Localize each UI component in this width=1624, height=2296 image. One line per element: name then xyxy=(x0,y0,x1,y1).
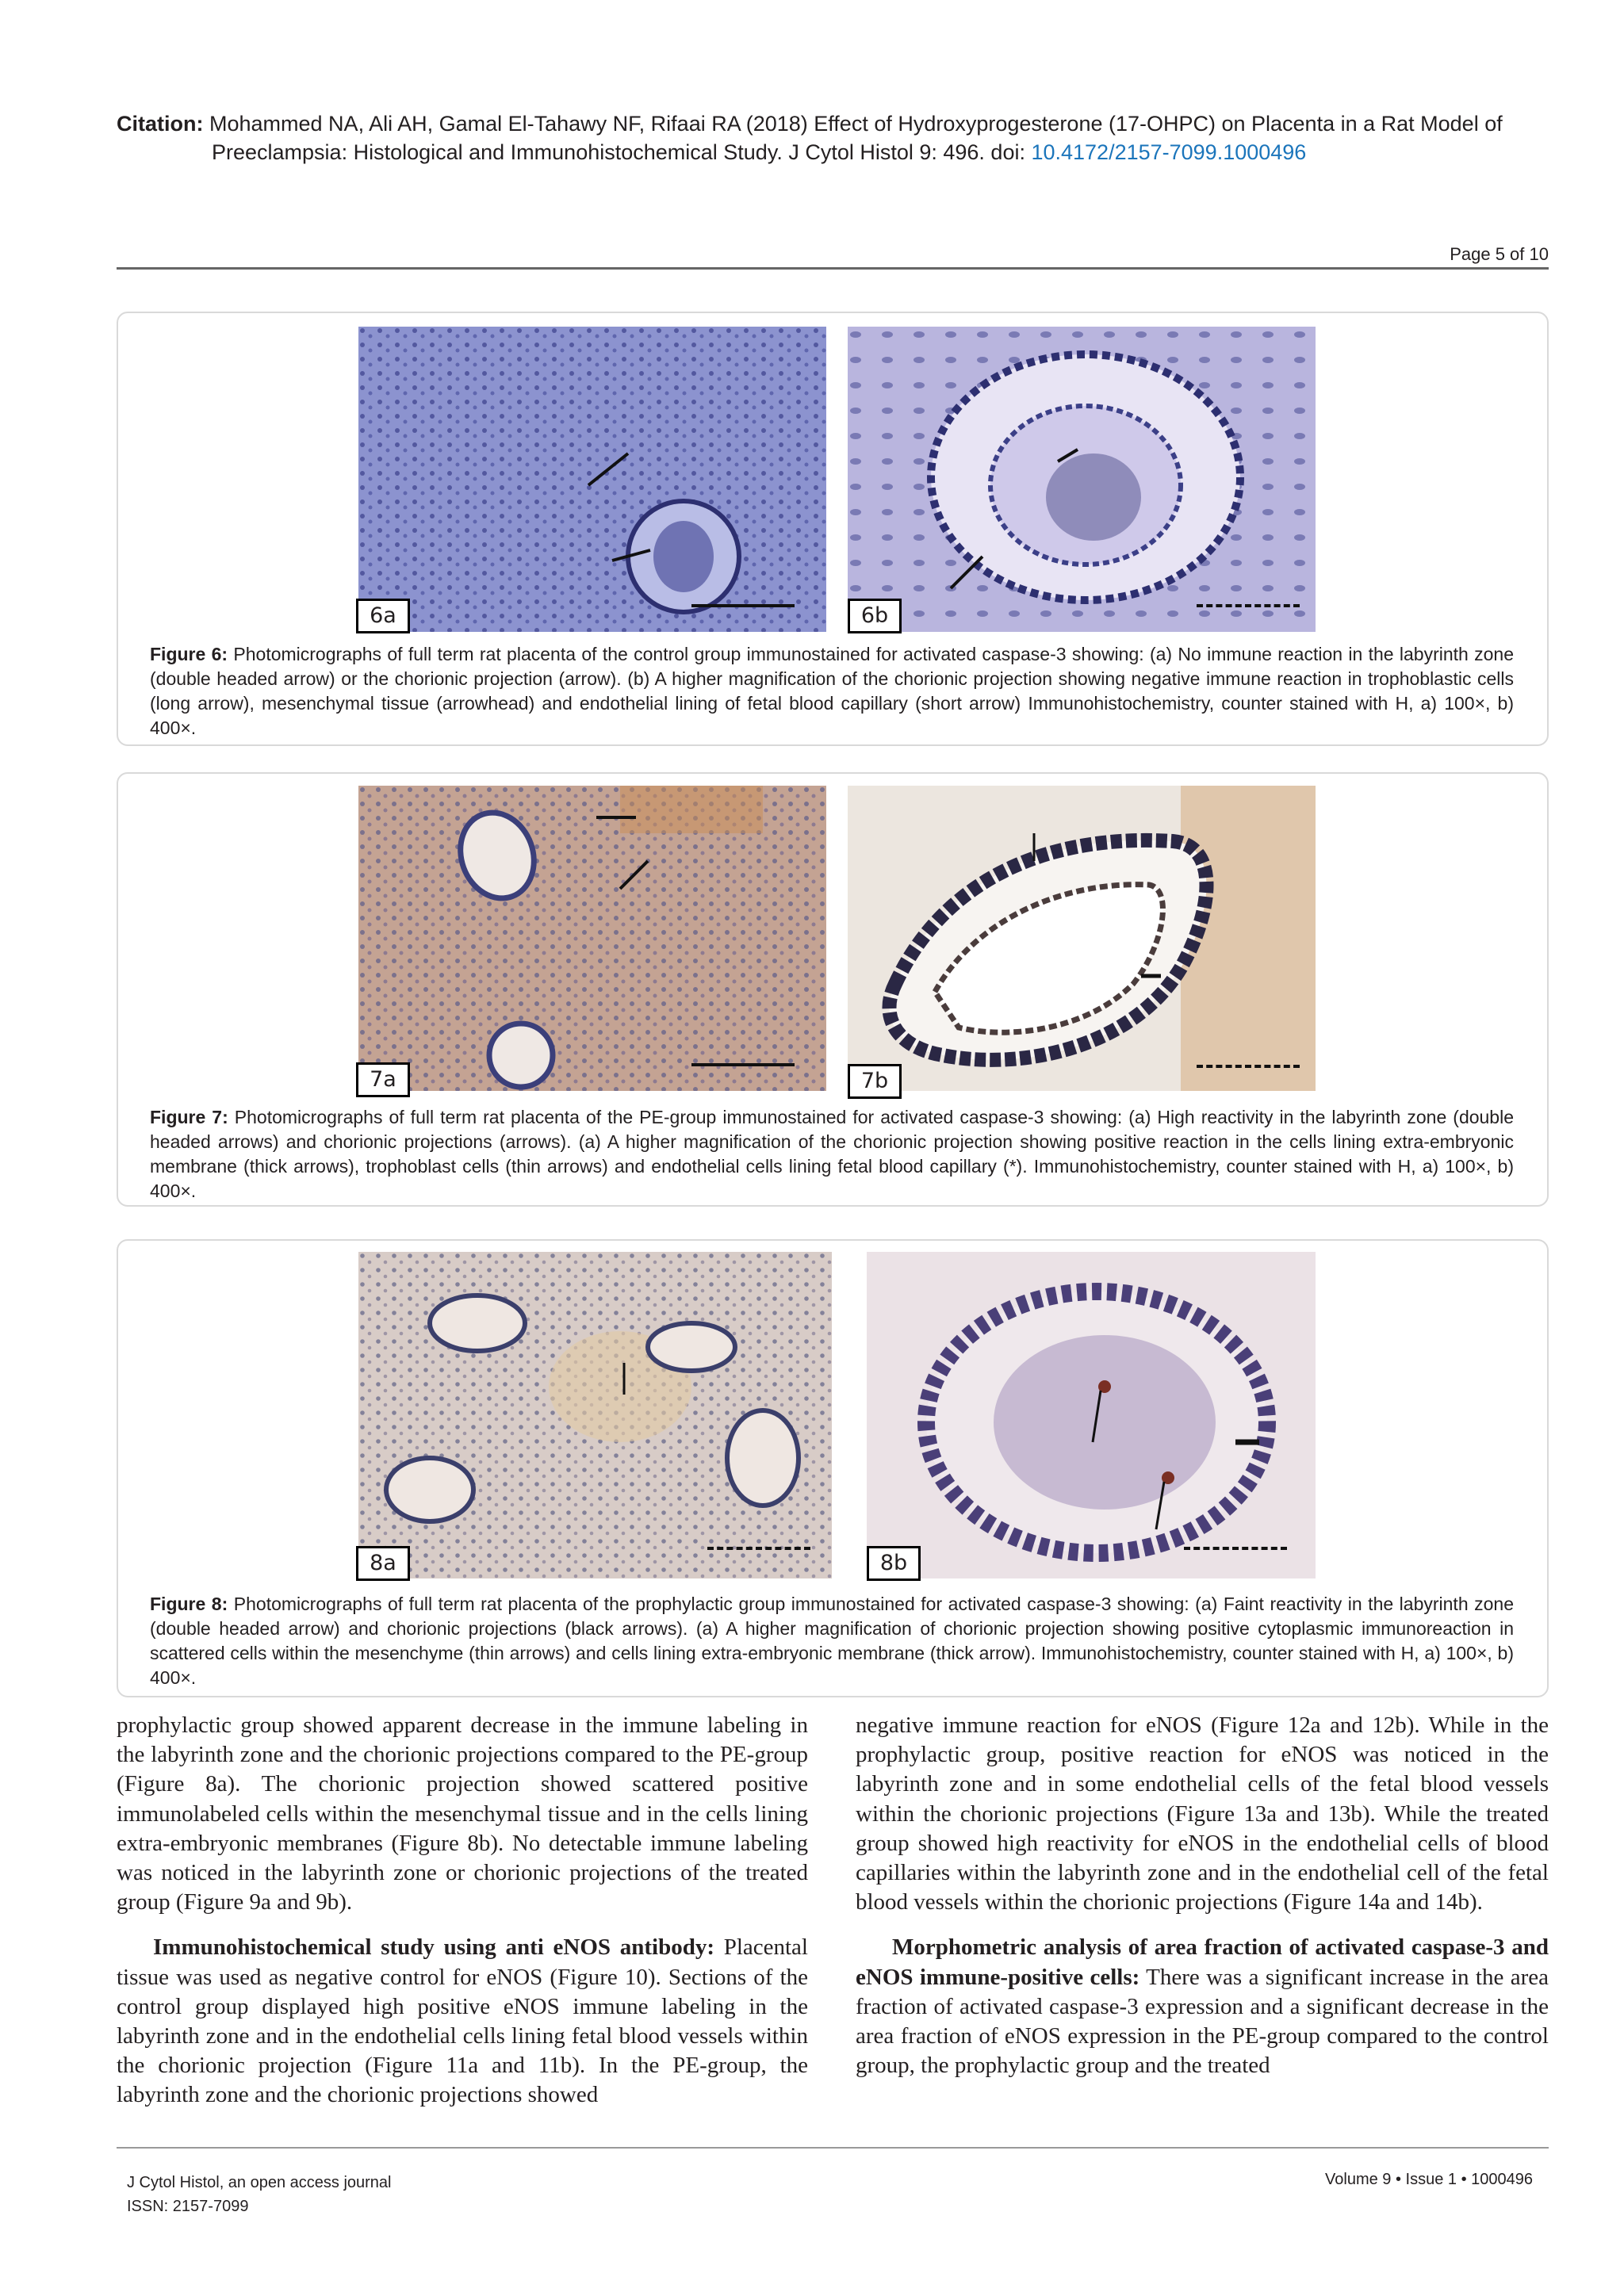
micrograph-6a xyxy=(358,327,826,632)
caption-label: Figure 7: xyxy=(150,1107,228,1127)
figure-6 xyxy=(117,312,1549,746)
volume-info: Volume 9 • Issue 1 • 1000496 xyxy=(1325,2171,1533,2188)
micrograph-6b xyxy=(848,327,1316,632)
issn: ISSN: 2157-7099 xyxy=(127,2198,249,2215)
citation-label: Citation: xyxy=(117,112,204,136)
body-column-left xyxy=(117,1711,808,2110)
scale-bar xyxy=(707,1547,810,1564)
panel-label-7a: 7a xyxy=(356,1062,410,1097)
scale-bar xyxy=(1197,1065,1300,1082)
caption-label: Figure 8: xyxy=(150,1594,228,1614)
body-paragraph xyxy=(117,1933,808,2110)
footer-journal-info xyxy=(127,2171,392,2218)
caption-text: Photomicrographs of full term rat placenta of the prophylactic group immunostained for activated caspase-3 showing: (a) Faint reactivity in the labyrinth zone (double headed arrow) and chorionic projections (black arrows). (a) A higher magnification of chorionic projection showing positive cytoplasmic immunoreaction in scattered cells within the mesenchyme (thin arrows) and cells lining extra-embryonic membrane (thick arrow). Immunohistochemistry, counter stained with H, a) 100×, b) 400×. xyxy=(150,1594,1515,1688)
panel-label-6a: 6a xyxy=(356,599,410,633)
header-rule xyxy=(117,267,1549,270)
body-paragraph: prophylactic group showed apparent decrease in the immune labeling in the labyrinth zone and the chorionic projections compared to the PE-group (Figure 8a). The chorionic projection showed scattered positive immunolabeled cells within the mesenchymal tissue and in the cells lining extra-embryonic membranes (Figure 8b). No detectable immune labeling was noticed in the labyrinth zone or chorionic projections of the treated group (Figure 9a and 9b). xyxy=(117,1712,808,1915)
page-number: Page 5 of 10 xyxy=(1450,244,1549,264)
caption-label: Figure 6: xyxy=(150,644,228,664)
scale-bar xyxy=(1184,1547,1287,1564)
citation-line2 xyxy=(117,138,1552,166)
journal-name: J Cytol Histol, an open access journal xyxy=(127,2174,392,2191)
body-paragraph xyxy=(856,1933,1549,2080)
footer-rule xyxy=(117,2147,1549,2149)
figure-7-caption xyxy=(150,1105,1514,1203)
micrograph-7b xyxy=(848,786,1316,1091)
section-heading: Immunohistochemical study using anti eNOS antibody: xyxy=(153,1934,714,1961)
body-column-right xyxy=(856,1711,1549,2080)
scale-bar xyxy=(691,604,795,622)
micrograph-8a xyxy=(358,1252,832,1578)
micrograph-8b xyxy=(867,1252,1316,1578)
doi-link[interactable]: 10.4172/2157-7099.1000496 xyxy=(1031,140,1307,164)
figure-8-caption xyxy=(150,1592,1514,1690)
citation-line2-text: Preeclampsia: Histological and Immunohistochemical Study. J Cytol Histol 9: 496. doi: xyxy=(212,140,1032,164)
figure-7 xyxy=(117,772,1549,1207)
micrograph-7a xyxy=(358,786,826,1091)
scale-bar xyxy=(691,1063,795,1081)
citation-line1: Mohammed NA, Ali AH, Gamal El-Tahawy NF, Rifaai RA (2018) Effect of Hydroxyprogesterone (17-OHPC) on Placenta in a Rat Model of xyxy=(209,112,1503,136)
caption-text: Photomicrographs of full term rat placenta of the PE-group immunostained for activated caspase-3 showing: (a) High reactivity in the labyrinth zone (double headed arrows) and chorionic projections (arrows). (a) A higher magnification of the chorionic projection showing positive reaction in the cells lining extra-embryonic membrane (thick arrows), trophoblast cells (thin arrows) and endothelial cells lining fetal blood capillary (*). Immunohistochemistry, counter stained with H, a) 100×, b) 400×. xyxy=(150,1107,1515,1201)
body-paragraph: negative immune reaction for eNOS (Figure 12a and 12b). While in the prophylactic group, positive reaction for eNOS was noticed in the labyrinth zone and in some endothelial cells of the fetal blood vessels within the chorionic projections (Figure 13a and 13b). While the treated group showed high reactivity for eNOS in the endothelial cells of blood capillaries within the labyrinth zone and in the endothelial cell of the fetal blood vessels within the chorionic projections (Figure 14a and 14b). xyxy=(856,1712,1549,1915)
scale-bar xyxy=(1197,604,1300,622)
caption-text: Photomicrographs of full term rat placenta of the control group immunostained for activated caspase-3 showing: (a) No immune reaction in the labyrinth zone (double headed arrow) or the chorionic projection (arrow). (b) A higher magnification of the chorionic projection showing negative immune reaction in trophoblastic cells (long arrow), mesenchymal tissue (arrowhead) and endothelial lining of fetal blood capillary (short arrow) Immunohistochemistry, counter stained with H, a) 100×, b) 400×. xyxy=(150,644,1515,738)
panel-label-8b: 8b xyxy=(867,1546,921,1581)
figure-6-caption xyxy=(150,642,1514,740)
panel-label-7b: 7b xyxy=(848,1064,902,1099)
body-paragraph-text: Placental tissue was used as negative control for eNOS (Figure 10). Sections of the control group displayed high positive eNOS immune labeling in the labyrinth zone and in the endothelial cells lining fetal blood vessels within the chorionic projection (Figure 11a and 11b). In the PE-group, the labyrinth zone and the chorionic projections showed xyxy=(117,1934,808,2108)
section-heading: Morphometric analysis of area fraction of activated caspase-3 and eNOS immune-positive cells: xyxy=(856,1934,1549,1990)
panel-label-8a: 8a xyxy=(356,1546,410,1581)
figure-8 xyxy=(117,1239,1549,1697)
panel-label-6b: 6b xyxy=(848,599,902,633)
body-paragraph-text: There was a significant increase in the area fraction of activated caspase-3 expression and a significant decrease in the area fraction of eNOS expression in the PE-group compared to the control group, the prophylactic group and the treated xyxy=(856,1964,1549,2079)
citation xyxy=(117,109,1552,166)
